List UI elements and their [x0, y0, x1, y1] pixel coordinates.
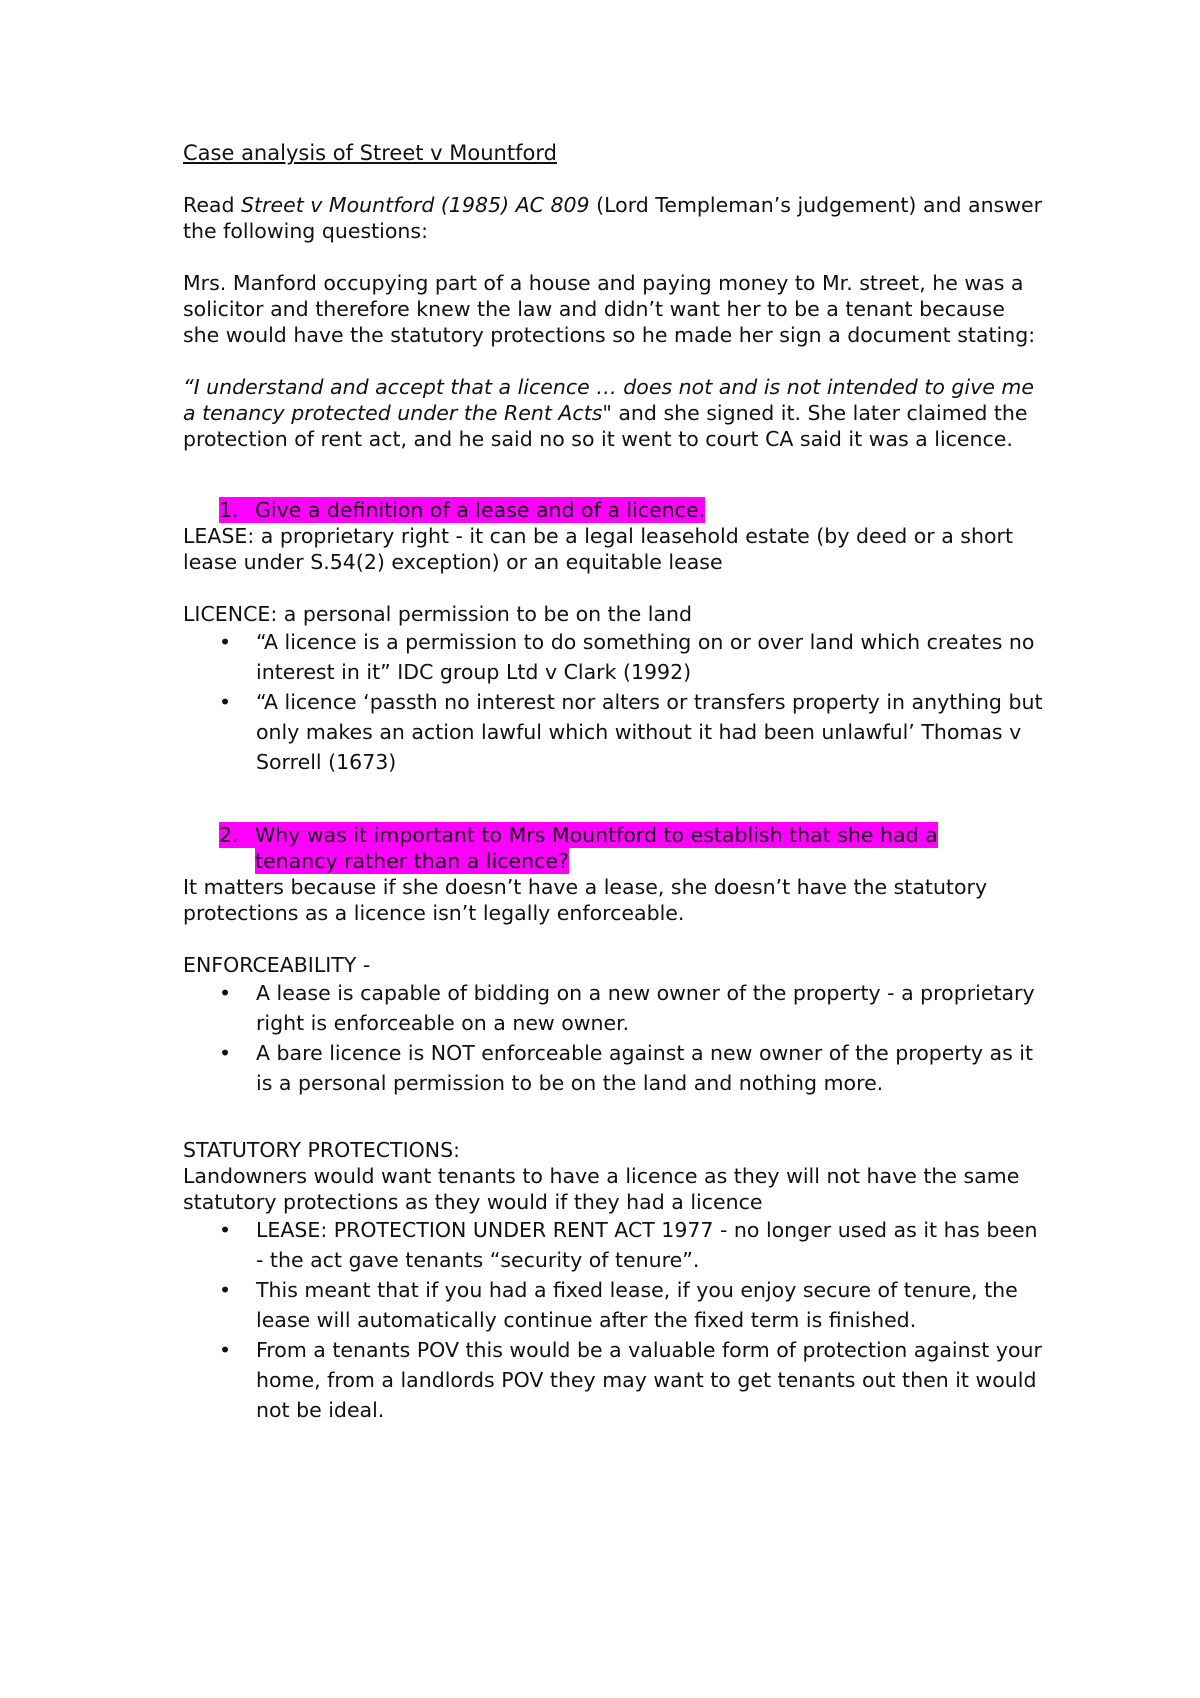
list-item: • A lease is capable of bidding on a new owner of the property - a proprietary right is enforceable on a new owner.	[183, 978, 1043, 1038]
enforceability-heading: ENFORCEABILITY -	[183, 953, 371, 977]
licence-bullet-list	[183, 627, 1043, 777]
quote-rest: " and she signed it. She later claimed the protection of rent act, and he said no so it went to court CA said it was a licence.	[183, 401, 1028, 451]
question-1	[183, 497, 1043, 523]
question-1-number: 1.	[219, 497, 255, 523]
document-page	[183, 140, 1043, 1425]
facts-paragraph: Mrs. Manford occupying part of a house and paying money to Mr. street, he was a solicitor and therefore knew the law and didn’t want her to be a tenant because she would have the statutory protections so he made her sign a document stating:	[183, 271, 1036, 347]
list-item: • LEASE: PROTECTION UNDER RENT ACT 1977 - no longer used as it has been - the act gave tenants “security of tenure”.	[183, 1215, 1043, 1275]
list-item: • A bare licence is NOT enforceable against a new owner of the property as it is a personal permission to be on the land and nothing more.	[183, 1038, 1043, 1098]
question-2-line-2: tenancy rather than a licence?	[255, 849, 569, 873]
quote-italic: “I understand and accept that a licence … does not and is not intended to give me a tenancy protected under the Rent Acts	[183, 375, 1034, 425]
licence-definition: LICENCE: a personal permission to be on the land	[183, 602, 693, 626]
question-2	[183, 822, 1043, 874]
intro-post: (Lord Templeman’s judgement) and answer the following questions:	[183, 193, 1043, 243]
question-2-line-1: Why was it important to Mrs Mountford to establish that she had a	[255, 823, 938, 847]
question-2-answer: It matters because if she doesn’t have a lease, she doesn’t have the statutory protections as a licence isn’t legally enforceable.	[183, 875, 988, 925]
enforceability-bullet-list	[183, 978, 1043, 1098]
list-item: • “A licence ‘passth no interest nor alters or transfers property in anything but only makes an action lawful which without it had been unlawful’ Thomas v Sorrell (1673)	[183, 687, 1043, 777]
question-2-number: 2.	[219, 822, 255, 848]
document-title: Case analysis of Street v Mountford	[183, 141, 557, 165]
question-1-text: Give a definition of a lease and of a licence.	[255, 498, 706, 522]
quote-paragraph	[183, 374, 1043, 452]
intro-paragraph	[183, 192, 1043, 244]
intro-citation: Street v Mountford (1985) AC 809	[241, 193, 590, 217]
statutory-text: Landowners would want tenants to have a licence as they will not have the same statutory protections as they would if they had a licence	[183, 1164, 1020, 1214]
lease-definition: LEASE: a proprietary right - it can be a legal leasehold estate (by deed or a short lease under S.54(2) exception) or an equitable lease	[183, 524, 1013, 574]
statutory-heading: STATUTORY PROTECTIONS:	[183, 1138, 461, 1162]
list-item: • “A licence is a permission to do something on or over land which creates no interest in it” IDC group Ltd v Clark (1992)	[183, 627, 1043, 687]
intro-pre: Read	[183, 193, 242, 217]
list-item: • From a tenants POV this would be a valuable form of protection against your home, from a landlords POV they may want to get tenants out then it would not be ideal.	[183, 1335, 1043, 1425]
statutory-bullet-list	[183, 1215, 1043, 1425]
list-item: • This meant that if you had a fixed lease, if you enjoy secure of tenure, the lease will automatically continue after the fixed term is finished.	[183, 1275, 1043, 1335]
